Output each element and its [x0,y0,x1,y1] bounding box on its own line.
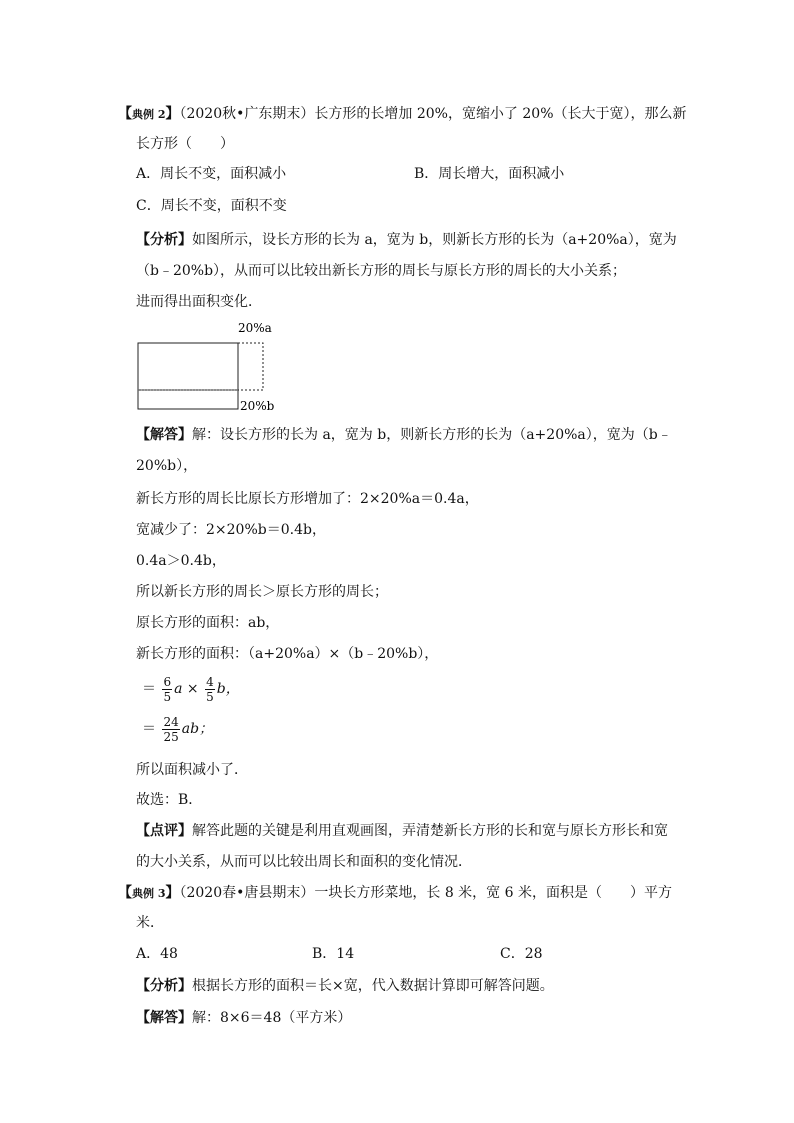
example-3-question-line-2: 米． [136,915,164,931]
bracket-open: 【 [118,106,132,122]
variable-b: b， [216,681,240,697]
numerator: 24 [163,714,179,729]
solution-line-8: 新长方形的面积：（a+20%a）×（b﹣20%b）， [136,646,439,662]
extended-length-dashed [238,343,263,390]
solution-label: 【解答】 [136,1010,192,1026]
variable-a: a [174,681,183,697]
denominator: 5 [206,689,214,704]
solution-line-2: 20%b）， [136,458,198,474]
example-tag: 典例 3 [132,887,166,900]
solution-text: 解：8×6＝48（平方米） [192,1010,352,1026]
option-c: C．周长不变，面积不变 [136,198,287,214]
solution-line-6: 所以新长方形的周长＞原长方形的周长； [136,584,388,600]
question-text: （2020秋•广东期末）长方形的长增加 20%，宽缩小了 20%（长大于宽），那么新 [179,106,687,122]
original-rectangle [138,343,238,409]
solution-line-12: 故选：B． [136,792,203,808]
comment-line-1 [136,821,668,841]
times-sign: × [186,681,199,697]
bracket-close: 】 [165,885,180,901]
solution-line-5: 0.4a＞0.4b， [136,553,226,569]
solution-line-4: 宽减少了：2×20%b＝0.4b， [136,522,326,538]
comment-label: 【点评】 [136,823,192,839]
label-top: 20%a [238,321,272,335]
option-b: B．14 [312,946,355,962]
denominator: 25 [163,729,179,744]
comment-line-2: 的大小关系，从而可以比较出周长和面积的变化情况． [136,854,472,870]
label-bottom: 20%b [240,399,275,413]
equals-sign: ＝ [142,721,156,737]
solution-line-11: 所以面积减小了． [136,762,248,778]
numerator: 6 [163,674,172,689]
analysis-text: 如图所示，设长方形的长为 a，宽为 b，则新长方形的长为（a+20%a），宽为 [192,232,677,248]
numerator: 4 [206,674,214,689]
comment-text: 解答此题的关键是利用直观画图，弄清楚新长方形的长和宽与原长方形长和宽 [192,823,668,839]
solution-line-7: 原长方形的面积：ab， [136,615,280,631]
analysis-text: 根据长方形的面积＝长×宽，代入数据计算即可解答问题。 [192,978,554,994]
example-2-question-line-2: 长方形（ ） [136,136,234,152]
analysis-line-3: 进而得出面积变化． [136,294,262,310]
solution-line-10 [142,714,213,744]
example-3-question-line-1 [118,883,672,904]
bracket-close: 】 [165,106,180,122]
bracket-open: 【 [118,885,132,901]
analysis-line-1 [136,230,677,250]
area-result: ab； [181,721,214,737]
fraction-four-fifths [205,675,215,704]
example-2-question-line-1 [118,104,687,125]
option-b: B．周长增大，面积减小 [414,166,565,182]
fraction-24-25 [162,715,179,744]
question-text: （2020春•唐县期末）一块长方形菜地，长 8 米，宽 6 米，面积是（ ）平方 [179,885,672,901]
rectangle-diagram [130,318,290,414]
fraction-six-fifths [162,675,172,704]
option-c: C．28 [500,946,543,962]
solution-line-3: 新长方形的周长比原长方形增加了：2×20%a＝0.4a， [136,491,479,507]
solution-line-1 [136,1008,351,1028]
example-tag: 典例 2 [132,108,166,121]
denominator: 5 [163,689,172,704]
analysis-line-2: （b﹣20%b），从而可以比较出新长方形的周长与原长方形的周长的大小关系； [136,263,627,279]
analysis-line-1 [136,976,554,996]
option-a: A．周长不变，面积减小 [136,166,287,182]
solution-line-9 [142,674,240,704]
solution-line-1 [136,425,672,445]
analysis-label: 【分析】 [136,232,192,248]
option-a: A．48 [136,946,178,962]
analysis-label: 【分析】 [136,978,192,994]
equals-sign: ＝ [142,681,156,697]
solution-text: 解：设长方形的长为 a，宽为 b，则新长方形的长为（a+20%a），宽为（b﹣ [192,427,672,443]
solution-label: 【解答】 [136,427,192,443]
